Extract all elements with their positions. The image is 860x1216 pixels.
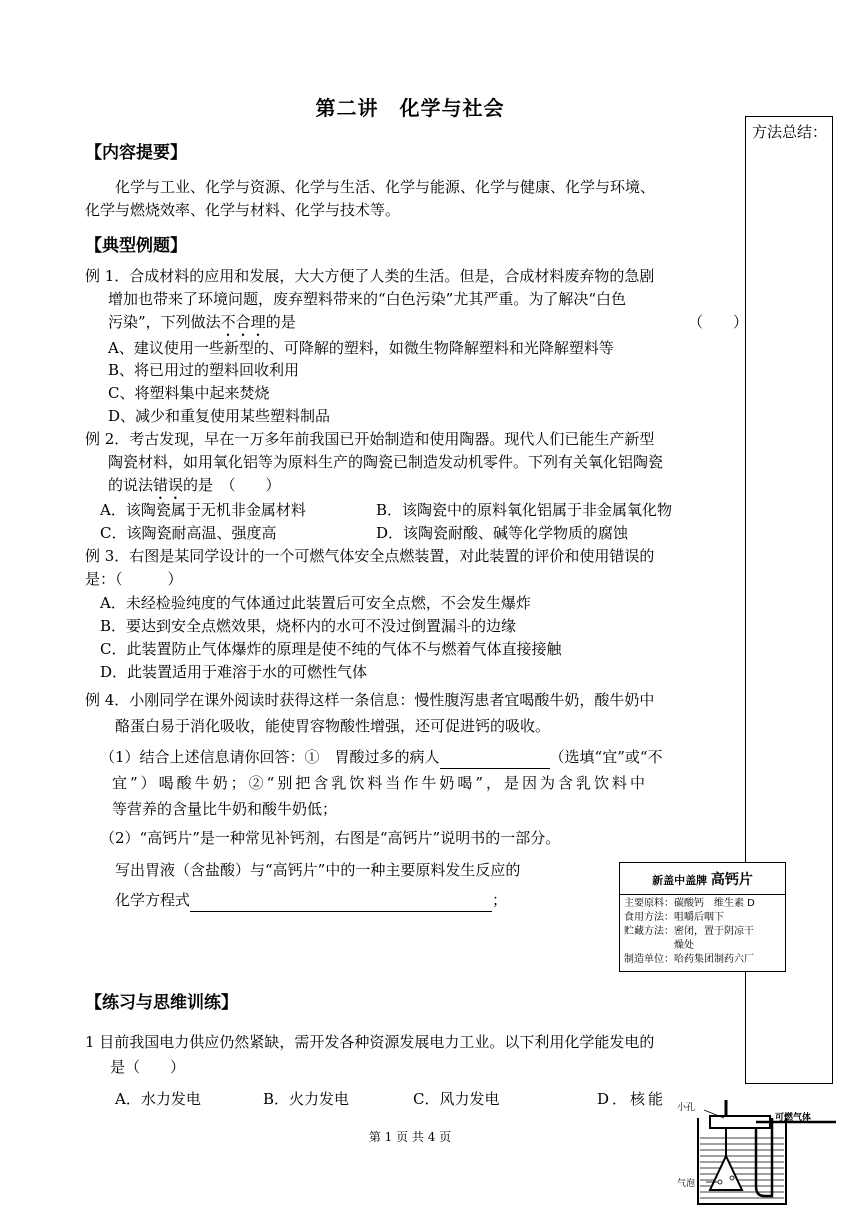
practice1-line2: 是（ ） — [110, 1058, 186, 1076]
label-header — [620, 863, 785, 892]
page-title: 第二讲 化学与社会 — [315, 96, 505, 120]
ex2-line3-a: 的说法 — [108, 476, 154, 494]
label-row: 制造单位：哈药集团制药六厂 — [624, 954, 754, 965]
inlet-tube — [756, 1118, 836, 1196]
ex4-q1-a: （1）结合上述信息请你回答：① 胃酸过多的病人 — [100, 748, 440, 766]
ex1-line3-b: 不合理 — [220, 313, 266, 331]
practice1-option-c: C．风力发电 — [413, 1090, 500, 1108]
ex1-line3-c: 的是 — [265, 313, 296, 331]
content-summary-heading: 【内容提要】 — [85, 143, 187, 163]
ex3-line2: 是：（ ） — [85, 570, 183, 588]
method-summary-label: 方法总结： — [752, 123, 828, 141]
ex4-q1-line1 — [100, 745, 663, 769]
ex4-q1-b: （选填“宜”或“不 — [549, 748, 663, 766]
ex2-option-b: B．该陶瓷中的原料氧化铝属于非金属氧化物 — [376, 501, 673, 519]
ex4-line1: 例 4．小刚同学在课外阅读时获得这样一条信息：慢性腹泻患者宜喝酸牛奶，酸牛奶中 — [85, 691, 655, 709]
label-divider — [620, 894, 785, 895]
inverted-funnel — [710, 1128, 742, 1190]
apparatus-drawing — [676, 1098, 856, 1208]
practice1-option-d: D．核能 — [597, 1090, 667, 1108]
label-row: 贮藏方法：密闭，置于阴凉干 — [624, 926, 754, 937]
ex1-option-a: A、建议使用一些新型的、可降解的塑料，如微生物降解塑料和光降解塑料等 — [108, 339, 614, 357]
ex4-equation-blank[interactable] — [190, 893, 492, 912]
gas-ignition-apparatus-figure — [676, 1098, 856, 1208]
ex1-option-c: C、将塑料集中起来焚烧 — [108, 384, 270, 402]
ex3-option-b: B．要达到安全点燃效果，烧杯内的水可不没过倒置漏斗的边缘 — [100, 617, 517, 635]
content-summary-line2: 化学与燃烧效率、化学与材料、化学与技术等。 — [85, 201, 401, 219]
ex1-option-d: D、减少和重复使用某些塑料制品 — [108, 407, 331, 425]
label-hole: 小孔 — [677, 1103, 696, 1113]
ex4-q2-label: 化学方程式 — [115, 891, 191, 909]
practice1-option-b: B．火力发电 — [263, 1090, 350, 1108]
ex4-q2-line2: 写出胃液（含盐酸）与“高钙片”中的一种主要原料发生反应的 — [115, 861, 521, 879]
ex2-line1: 例 2．考古发现，早在一万多年前我国已开始制造和使用陶器。现代人们已能生产新型 — [85, 430, 655, 448]
label-row: 主要原料：碳酸钙 维生素 D — [624, 898, 755, 909]
label-row: 燥处 — [624, 940, 694, 951]
calcium-tablet-label — [619, 862, 786, 972]
label-row: 食用方法：咀嚼后咽下 — [624, 912, 724, 923]
ex2-option-d: D．该陶瓷耐酸、碱等化学物质的腐蚀 — [376, 524, 629, 542]
practice-heading: 【练习与思维训练】 — [85, 993, 238, 1013]
ex4-q1-line3: 等营养的含量比牛奶和酸牛奶低； — [112, 800, 338, 818]
ex4-q1-blank[interactable] — [440, 750, 550, 769]
ex1-emphasis — [221, 313, 266, 331]
label-bubble: 气泡 — [677, 1179, 696, 1189]
ex1-line1: 例 1．合成材料的应用和发展，大大方便了人类的生活。但是，合成材料废弃物的急剧 — [85, 267, 655, 285]
ex3-line1: 例 3．右图是某同学设计的一个可燃气体安全点燃装置，对此装置的评价和使用错误的 — [85, 547, 655, 565]
ex1-option-b: B、将已用过的塑料回收利用 — [108, 361, 300, 379]
ex1-paren: （ ） — [688, 313, 749, 331]
practice1-line1: 1 目前我国电力供应仍然紧缺，需开发各种资源发展电力工业。以下利用化学能发电的 — [85, 1033, 655, 1051]
ex2-line3-b: 错误 — [153, 476, 184, 494]
ex4-q2-line1: （2）“高钙片”是一种常见补钙剂，右图是“高钙片”说明书的一部分。 — [100, 829, 561, 847]
ex3-option-a: A．未经检验纯度的气体通过此装置后可安全点燃，不会发生爆炸 — [100, 594, 531, 612]
ex2-line2: 陶瓷材料，如用氧化铝等为原料生产的陶瓷已制造发动机零件。下列有关氧化铝陶瓷 — [108, 453, 664, 471]
practice1-option-a: A．水力发电 — [115, 1090, 201, 1108]
ex1-line3-a: 污染”，下列做法 — [108, 313, 221, 331]
ex2-line3-c: 的是 （ ） — [183, 476, 281, 494]
page-footer: 第 1 页 共 4 页 — [368, 1130, 452, 1144]
bubble — [718, 1180, 722, 1184]
ex4-q2-end: ； — [492, 891, 508, 909]
bubble — [730, 1176, 734, 1180]
examples-heading: 【典型例题】 — [85, 236, 187, 256]
ex2-option-a: A．该陶瓷属于无机非金属材料 — [100, 501, 306, 519]
label-flammable-gas: 可燃气体 — [775, 1113, 812, 1123]
ex4-q1-line2: 宜”）喝酸牛奶；②“别把含乳饮料当作牛奶喝”，是因为含乳饮料中 — [112, 774, 649, 792]
ex1-line2: 增加也带来了环境问题，废弃塑料带来的“白色污染”尤其严重。为了解决“白色 — [108, 290, 627, 308]
ex3-option-c: C．此装置防止气体爆炸的原理是使不纯的气体不与燃着气体直接接触 — [100, 640, 562, 658]
ex3-option-d: D．此装置适用于难溶于水的可燃性气体 — [100, 663, 368, 681]
content-summary-line1: 化学与工业、化学与资源、化学与生活、化学与能源、化学与健康、化学与环境、 — [115, 178, 656, 196]
ex4-line2: 酪蛋白易于消化吸收，能使胃容物酸性增强，还可促进钙的吸收。 — [115, 717, 551, 735]
label-brand: 新盖中盖牌 — [652, 874, 708, 887]
ex2-option-c: C．该陶瓷耐高温、强度高 — [100, 524, 277, 542]
label-product: 高钙片 — [710, 872, 753, 888]
ex4-q2-line3 — [115, 888, 507, 912]
